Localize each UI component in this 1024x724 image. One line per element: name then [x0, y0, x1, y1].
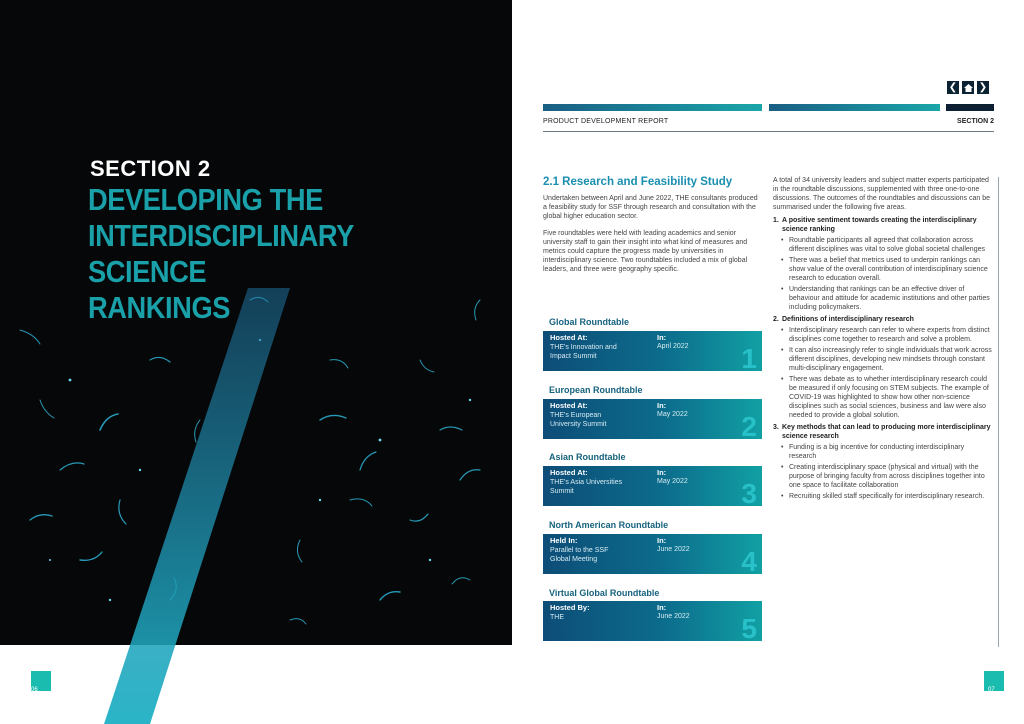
header-divider [543, 131, 994, 132]
list-item: • Interdisciplinary research can refer to where experts from distinct disciplines come together to research and solve a problem. [781, 326, 993, 344]
roundtable-date-value: June 2022 [657, 613, 690, 620]
list-item: • Creating interdisciplinary space (physical and virtual) with the purpose of bringing faculty from across disciplines together into one space to facilitate collaboration [781, 463, 993, 490]
roundtable-number: 2 [741, 411, 757, 442]
list-item-text: Roundtable participants all agreed that collaboration across different disciplines was vital to solve global societal challenges [789, 237, 985, 253]
roundtable-number: 4 [741, 546, 757, 577]
outcome-title: Key methods that can lead to producing more interdisciplinary science research [782, 424, 991, 440]
roundtable-number: 3 [741, 478, 757, 509]
topbar-segment-1 [543, 104, 762, 111]
roundtable-card [543, 534, 762, 577]
list-item-text: Interdisciplinary research can refer to where experts from distinct disciplines come together to research and solve a problem. [789, 327, 990, 343]
roundtable-host-label: Held In: [550, 536, 578, 545]
list-item: • Roundtable participants all agreed that collaboration across different disciplines was vital to solve global societal challenges [781, 236, 993, 254]
roundtable-date-value: May 2022 [657, 478, 688, 485]
outcome-number: 1. [773, 217, 779, 224]
roundtable-host-label: Hosted At: [550, 333, 588, 342]
roundtable-host-value: THE's Innovation and Impact Summit [550, 344, 617, 360]
chevron-right-icon[interactable]: ❯ [976, 80, 990, 95]
roundtable-date-label: In: [657, 603, 667, 612]
roundtable-host-label: Hosted At: [550, 468, 588, 477]
roundtable-host-value: THE [550, 614, 564, 621]
roundtable-number: 1 [741, 343, 757, 374]
roundtable-card [543, 399, 762, 442]
page-title: DEVELOPING THE INTERDISCIPLINARY SCIENCE RANKINGS [88, 182, 354, 325]
roundtables-paragraph: Five roundtables were held with leading academics and senior university staff to gain their insight into what kind of measures and metrics could capture the progress made by universities in interdisciplinary science. Two roundtables included a mix of global leaders, and three were geography specific. [543, 230, 748, 273]
roundtable-host-value: Parallel to the SSF Global Meeting [550, 547, 609, 563]
outcome-heading [773, 423, 993, 441]
list-item-text: Recruiting skilled staff specifically for interdisciplinary research. [789, 493, 985, 500]
section-header: SECTION 2 [957, 118, 994, 125]
outcome-heading [773, 216, 993, 234]
roundtable-host-label: Hosted At: [550, 401, 588, 410]
roundtable-title: European Roundtable [549, 385, 643, 395]
roundtable-date-value: April 2022 [657, 343, 689, 350]
topbar-segment-2 [769, 104, 940, 111]
roundtable-title: Virtual Global Roundtable [549, 588, 660, 598]
outcome-title: Definitions of interdisciplinary research [782, 316, 914, 323]
page-number-left: 06 [31, 687, 38, 693]
roundtable-card [543, 466, 762, 509]
home-icon[interactable] [961, 80, 975, 95]
roundtable-number: 5 [741, 613, 757, 644]
list-item: • There was a belief that metrics used to underpin rankings can show value of the overall contribution of interdisciplinary science research to education overall. [781, 256, 993, 283]
roundtable-date-label: In: [657, 333, 667, 342]
outcome-number: 2. [773, 316, 779, 323]
roundtable-date-value: May 2022 [657, 411, 688, 418]
roundtable-date-label: In: [657, 468, 667, 477]
list-item-text: There was debate as to whether interdisciplinary research could be measured if only focusing on STEM subjects. The example of COVID-19 was highlighted to show how other non-science disciplines such as social sciences, business and law were also needed to provide a global solution. [789, 376, 989, 419]
outcome-number: 3. [773, 424, 779, 431]
roundtable-date-value: June 2022 [657, 546, 690, 553]
roundtable-host-value: THE's Asia Universities Summit [550, 479, 623, 495]
outcomes-intro: A total of 34 university leaders and subject matter experts participated in the roundtable discussions, supplemented with three one-to-one discussions. The outcomes of the roundtables and discussions can be summarised under the following five areas. [773, 177, 990, 211]
roundtable-host-label: Hosted By: [550, 603, 590, 612]
list-item: • There was debate as to whether interdisciplinary research could be measured if only focusing on STEM subjects. The example of COVID-19 was highlighted to show how other non-science disciplines such as social sciences, business and law were also needed to provide a global solution. [781, 375, 993, 420]
column-right [773, 176, 993, 503]
list-item-text: Funding is a big incentive for conducting interdisciplinary research [789, 444, 965, 460]
roundtable-date-label: In: [657, 401, 667, 410]
section-label: SECTION 2 [90, 156, 211, 181]
roundtable-title: North American Roundtable [549, 520, 669, 530]
intro-paragraph: Undertaken between April and June 2022, THE consultants produced a feasibility study for SSF through research and consultation with the global higher education sector. [543, 195, 758, 220]
roundtable-date-label: In: [657, 536, 667, 545]
roundtable-card [543, 601, 762, 644]
list-item-text: There was a belief that metrics used to underpin rankings can show value of the overall contribution of interdisciplinary science research to education overall. [789, 257, 988, 282]
roundtable-title: Asian Roundtable [549, 452, 626, 462]
topbar-segment-3 [946, 104, 994, 111]
report-header: PRODUCT DEVELOPMENT REPORT [543, 118, 669, 125]
right-border-line [998, 177, 999, 647]
list-item: • Recruiting skilled staff specifically for interdisciplinary research. [781, 493, 985, 500]
section-heading: 2.1 Research and Feasibility Study [543, 176, 733, 188]
roundtable-host-value: THE's European University Summit [550, 412, 607, 428]
chevron-left-icon[interactable]: ❮ [946, 80, 960, 95]
page-number-right: 07 [988, 687, 995, 693]
roundtable-card [543, 331, 762, 374]
list-item-text: Creating interdisciplinary space (physical and virtual) with the purpose of bringing faculty from across disciplines together into one space to facilitate collaboration [789, 464, 985, 489]
list-item-text: Understanding that rankings can be an effective driver of behaviour and attitude for academic institutions and other parties including policymakers. [789, 286, 990, 311]
roundtable-title: Global Roundtable [549, 317, 629, 327]
list-item: • Understanding that rankings can be an effective driver of behaviour and attitude for academic institutions and other parties including policymakers. [781, 285, 993, 312]
outcome-title: A positive sentiment towards creating the interdisciplinary science ranking [782, 217, 977, 233]
column-left [543, 176, 763, 282]
list-item-text: It can also increasingly refer to single individuals that work across different disciplines, developing new mindsets through constant multi-disciplinary engagement. [789, 347, 992, 372]
list-item: • It can also increasingly refer to single individuals that work across different disciplines, developing new mindsets through constant multi-disciplinary engagement. [781, 347, 992, 372]
outcome-heading [773, 315, 993, 324]
list-item: • Funding is a big incentive for conducting interdisciplinary research [781, 443, 993, 461]
page-navigation [946, 80, 990, 95]
